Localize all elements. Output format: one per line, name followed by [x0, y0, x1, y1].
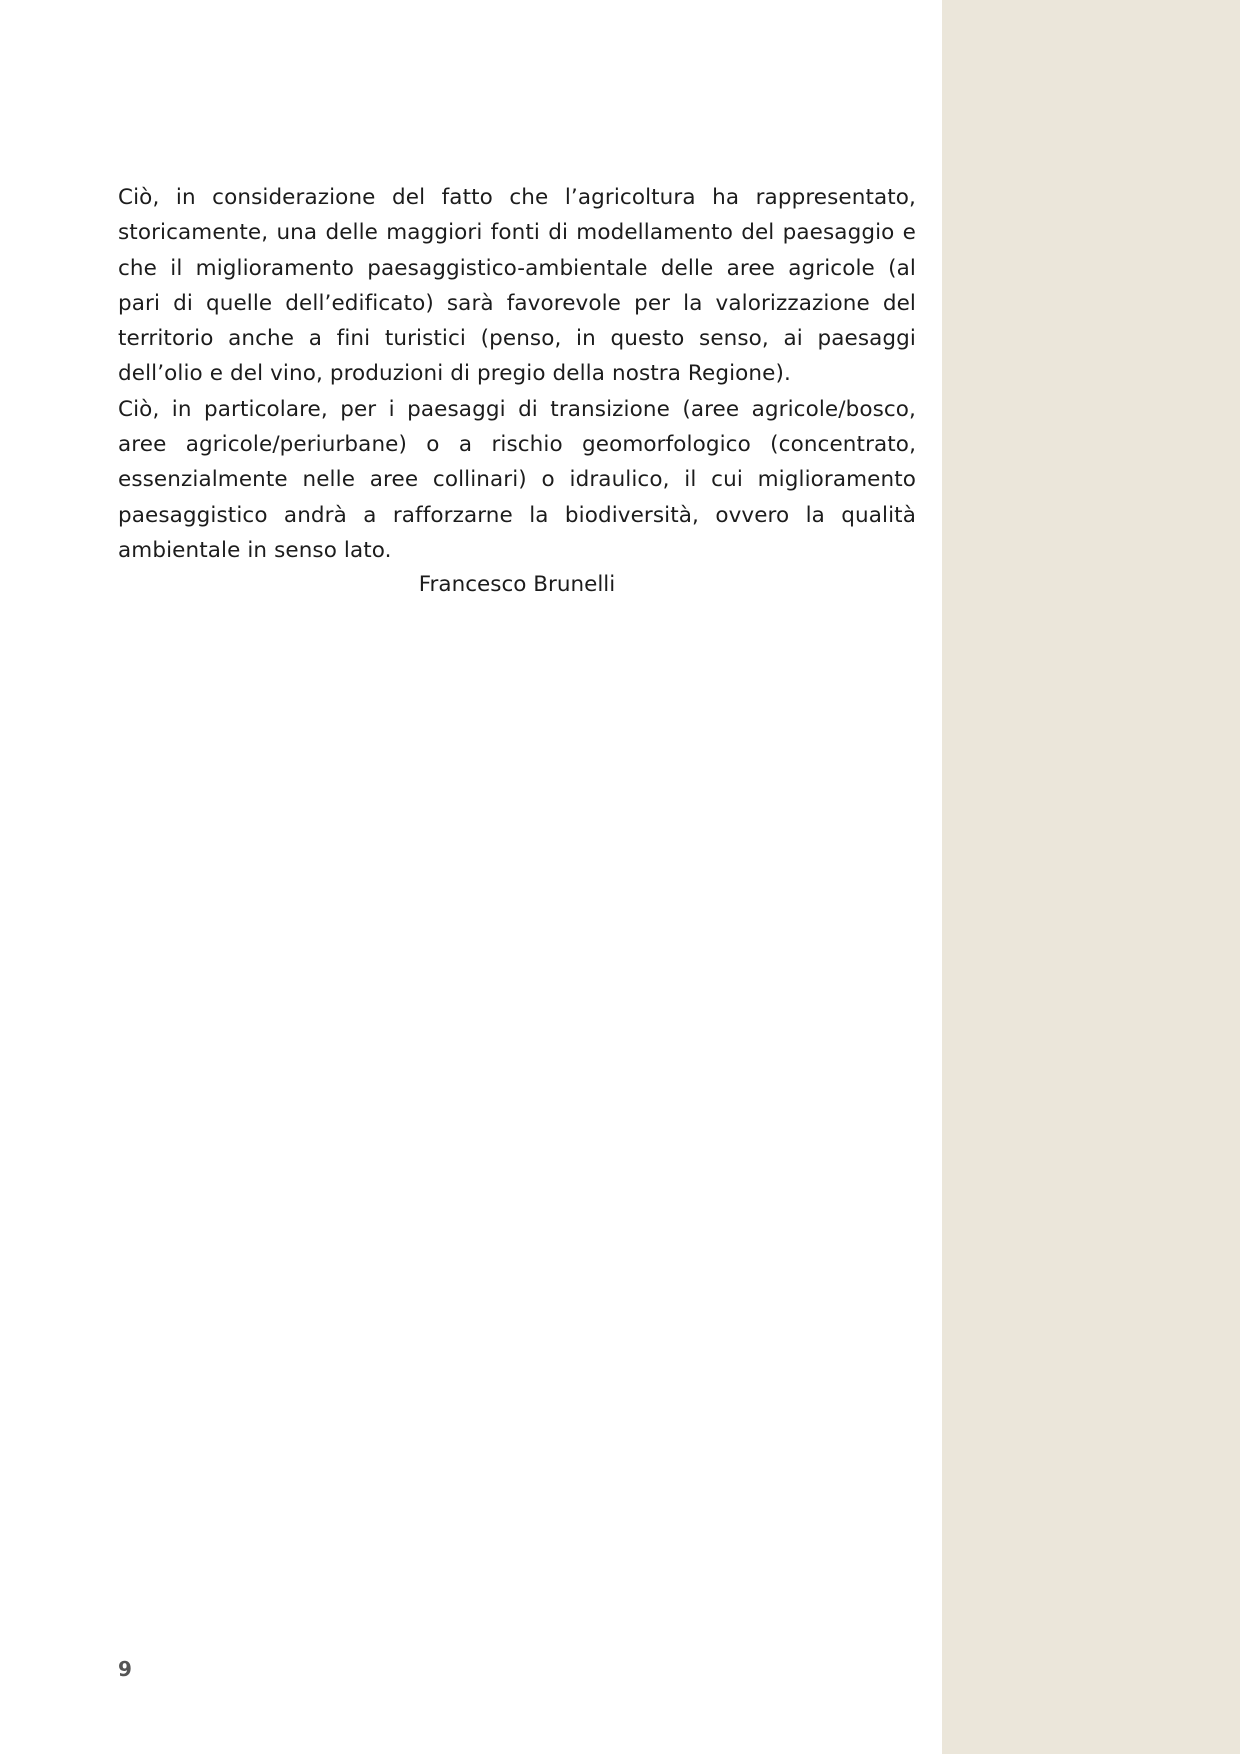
page-number: 9: [118, 1657, 132, 1681]
side-color-band: [942, 0, 1240, 1754]
body-text: [118, 180, 916, 568]
paragraph: Ciò, in considerazione del fatto che l’agricoltura ha rappresentato, storicamente, una delle maggiori fonti di modellamento del paesaggio e che il miglioramento paesaggistico-ambientale delle aree agricole (al pari di quelle dell’edificato) sarà favorevole per la valorizzazione del territorio anche a fini turistici (penso, in questo senso, ai paesaggi dell’olio e del vino, produzioni di pregio della nostra Regione).: [118, 185, 916, 387]
paragraph: Ciò, in particolare, per i paesaggi di transizione (aree agricole/bosco, aree agricole/periurbane) o a rischio geomorfologico (concentrato, essenzialmente nelle aree collinari) o idraulico, il cui miglioramento paesaggistico andrà a rafforzarne la biodiversità, ovvero la qualità ambientale in senso lato.: [118, 396, 916, 563]
author-signature: Francesco Brunelli: [418, 572, 616, 597]
